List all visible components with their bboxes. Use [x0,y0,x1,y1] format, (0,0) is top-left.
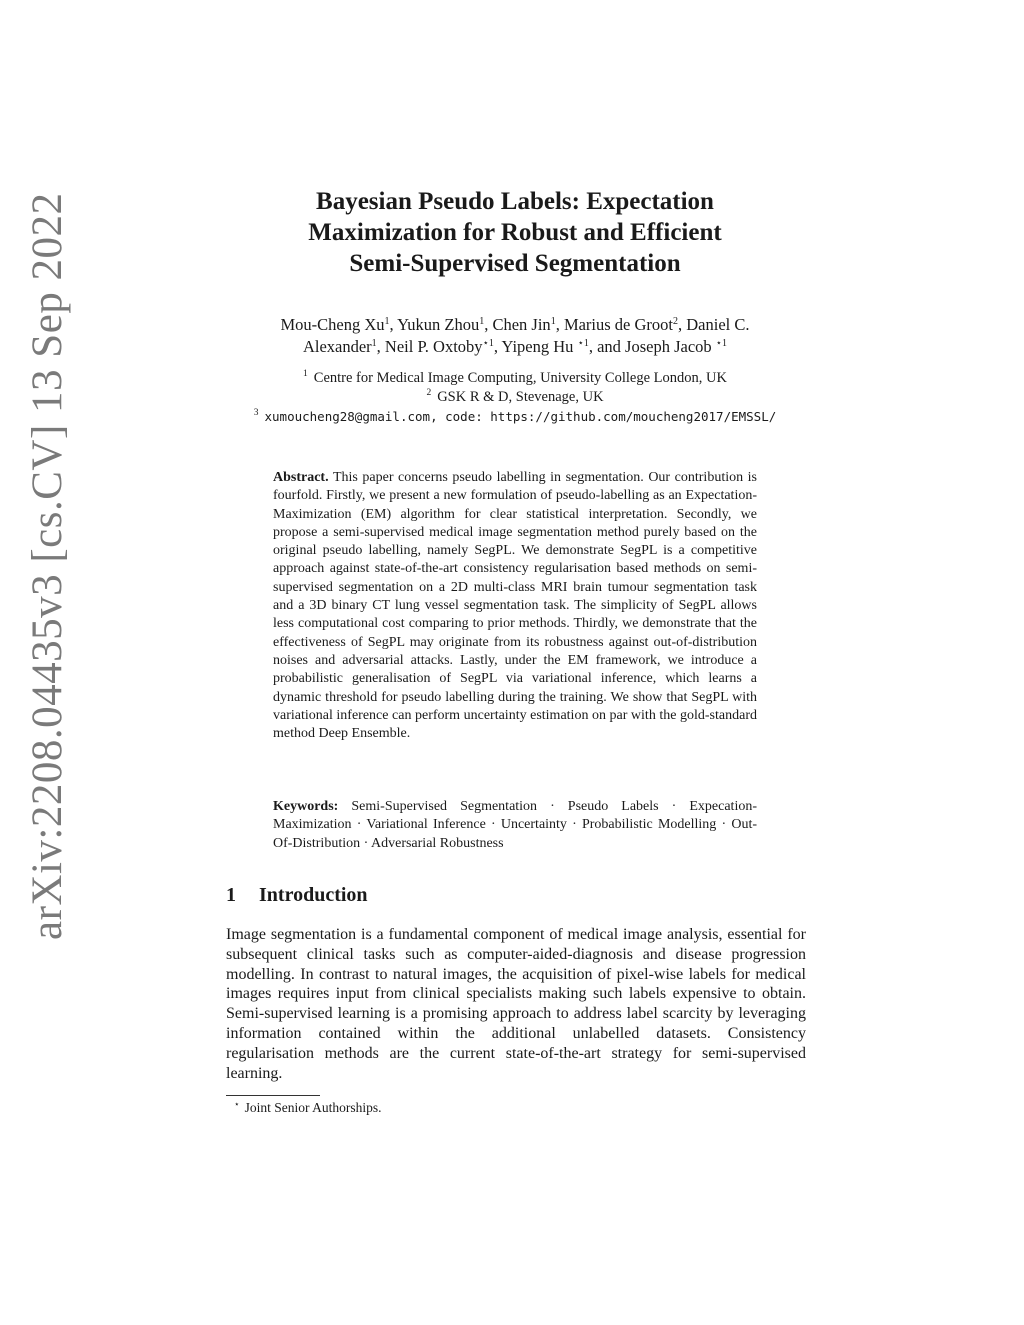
affiliation-mark: ⋆1 [482,338,494,349]
author-separator: , and [588,337,626,356]
abstract [273,469,757,743]
arxiv-identifier-stamp: arXiv:2208.04435v3 [cs.CV] 13 Sep 2022 [24,192,71,940]
footnote-divider [226,1095,320,1096]
author-name: Joseph Jacob [625,337,716,356]
author-name: Neil P. Oxtoby [384,337,483,356]
section-number: 1 [226,884,236,906]
footnote-text: Joint Senior Authorships. [244,1100,382,1115]
affiliation-list [225,369,805,427]
affiliation-mark: 2 [673,316,679,327]
affiliation-mark: 1 [479,316,485,327]
affiliation-mark: 3 [253,408,259,418]
affiliation-mark: 1 [303,369,308,379]
affiliation-mark: 1 [384,316,390,327]
paper-title [230,186,800,279]
author-name: Yukun Zhou [397,315,480,334]
author-name: Yipeng Hu [501,337,578,356]
author-separator: , [678,315,687,334]
section-heading [226,882,806,908]
affiliation-item [225,407,805,427]
contact-and-code-link[interactable]: xumoucheng28@gmail.com, code: https://github.com/moucheng2017/EMSSL/ [264,409,777,424]
footnote-mark: ⋆ [234,1099,240,1109]
author-separator: , [376,337,385,356]
affiliation-mark: ⋆1 [715,338,728,349]
author-separator: , [493,337,502,356]
author-separator: , [484,315,493,334]
keywords [273,798,757,853]
title-line: Maximization for Robust and Efficient [308,219,722,246]
author-name: Chen Jin [492,315,551,334]
abstract-label: Abstract. [273,470,329,485]
author-line [230,336,800,358]
affiliation-mark: 1 [550,316,556,327]
affiliation-text: GSK R & D, Stevenage, UK [437,389,604,405]
author-name: Mou-Cheng Xu [280,315,385,334]
author-list [230,314,800,358]
author-line [230,314,800,336]
author-name: Alexander [302,337,372,356]
title-line: Bayesian Pseudo Labels: Expectation [316,188,714,215]
author-name: Marius de Groot [563,315,674,334]
affiliation-mark: ⋆1 [577,338,589,349]
keywords-label: Keywords: [273,799,339,814]
affiliation-mark: 2 [426,388,432,398]
paper-title-block [230,186,800,279]
introduction-paragraph: Image segmentation is a fundamental component of medical image analysis, essential for subsequent clinical tasks such as computer-aided-diagnosis and disease progression modelling. In contrast to natural images, the acquisition of pixel-wise labels for medical images requires input from clinical specialists making such labels expensive to obtain. Semi-supervised learning is a promising approach to address label scarcity by leveraging information contained within the additional unlabelled datasets. Consistency regularisation methods are the current state-of-the-art strategy for semi-supervised learning. [226,926,806,1082]
section-title: Introduction [259,884,368,906]
author-separator: , [555,315,564,334]
footnote [226,1099,806,1117]
affiliation-item [225,369,805,388]
title-line: Semi-Supervised Segmentation [349,250,681,277]
affiliation-mark: 1 [371,338,377,349]
author-name: Daniel C. [686,315,750,334]
affiliation-text: Centre for Medical Image Computing, University College London, UK [313,370,727,386]
author-separator: , [389,315,398,334]
affiliation-item [225,388,805,407]
abstract-text: This paper concerns pseudo labelling in segmentation. Our contribution is fourfold. Firstly, we present a new formulation of pseudo-labelling as an Expectation-Maximization (EM) algorithm for clear statistical interpretation. Secondly, we propose a semi-supervised medical image segmentation method purely based on the original pseudo labelling, namely SegPL. We demonstrate SegPL is a competitive approach against state-of-the-art consistency regularisation based methods on semi-supervised segmentation on a 2D multi-class MRI brain tumour segmentation task and a 3D binary CT lung vessel segmentation task. The simplicity of SegPL allows less computational cost comparing to prior methods. Thirdly, we demonstrate that the effectiveness of SegPL may originate from its robustness against out-of-distribution noises and adversarial attacks. Lastly, under the EM framework, we introduce a probabilistic generalisation of SegPL via variational inference, which learns a dynamic threshold for pseudo labelling during the training. We show that SegPL with variational inference can perform uncertainty estimation on par with the gold-standard method Deep Ensemble. [273,470,758,742]
keywords-text: Semi-Supervised Segmentation · Pseudo Labels · Expecation-Maximization · Variational Inference · Uncertainty · Probabilistic Modelling · Out-Of-Distribution · Adversarial Robustness [273,799,757,851]
